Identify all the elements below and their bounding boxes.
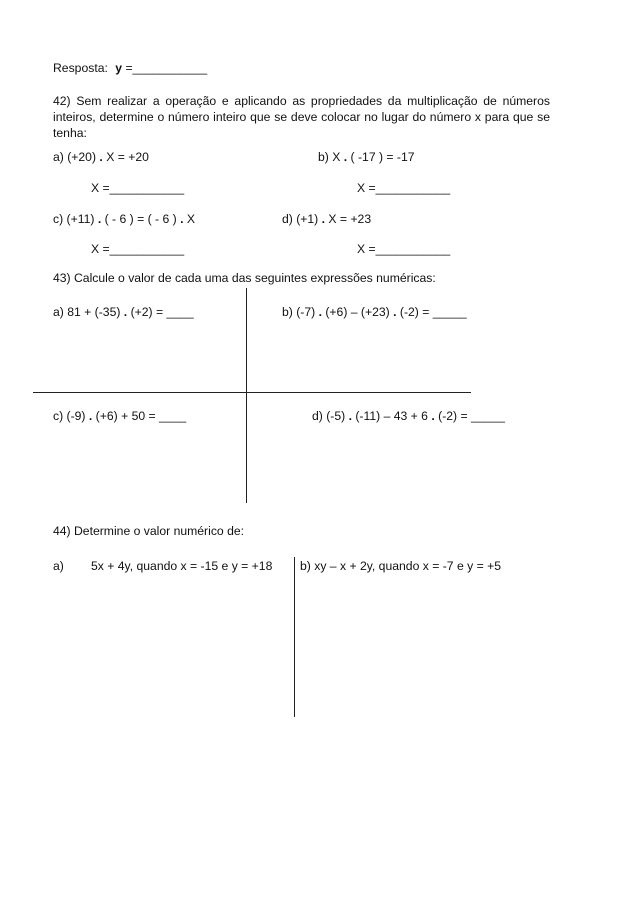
q42-statement: 42) Sem realizar a operação e aplicando as propriedades da multiplicação de números inteiros, determine o número inteiro que se deve colocar no lugar do número x para que se tenha: bbox=[53, 94, 550, 140]
q43-a-text-2: (+2) = ____ bbox=[130, 305, 194, 319]
q42-c-text-1: c) (+11) bbox=[53, 212, 95, 226]
q42-item-a bbox=[53, 150, 149, 165]
q42-d-text-2: X = +23 bbox=[328, 212, 372, 226]
q42-d-dot: . bbox=[321, 212, 326, 226]
q43-d-text-1: d) (-5) bbox=[312, 409, 346, 423]
q42-b-text-1: b) X bbox=[318, 150, 341, 164]
q43-d-dot-2: . bbox=[431, 409, 435, 423]
q42-b-answer-blank: X =___________ bbox=[357, 181, 451, 195]
resposta-blank: =___________ bbox=[125, 61, 208, 75]
q43-c-text-2: (+6) + 50 = ____ bbox=[95, 409, 187, 423]
q42-d-answer-blank: X =___________ bbox=[357, 242, 451, 256]
q43-c-dot: . bbox=[88, 409, 93, 423]
q44-b-text: b) xy – x + 2y, quando x = -7 e y = +5 bbox=[300, 559, 501, 573]
q43-d-text-2: (-11) – 43 + 6 bbox=[355, 409, 428, 423]
q42-item-b bbox=[318, 150, 415, 165]
q43-d-text-3: (-2) = _____ bbox=[438, 409, 505, 423]
q42-c-text-2: ( - 6 ) = ( - 6 ) bbox=[104, 212, 177, 226]
q43-b-dot: . bbox=[318, 305, 322, 319]
q43-b-text-1: b) (-7) bbox=[282, 305, 316, 319]
q42-c-text-3: X bbox=[186, 212, 196, 226]
q42-d-text-1: d) (+1) bbox=[282, 212, 319, 226]
q42-c-answer-blank: X =___________ bbox=[91, 242, 185, 256]
q42-c-dot-2: . bbox=[180, 212, 184, 226]
q42-a-text-1: a) (+20) bbox=[53, 150, 97, 164]
q44-a-text: 5x + 4y, quando x = -15 e y = +18 bbox=[91, 559, 273, 573]
resposta-line bbox=[53, 61, 207, 76]
q42-item-d bbox=[282, 212, 371, 227]
q43-item-d bbox=[312, 409, 505, 424]
q43-a-dot: . bbox=[123, 305, 128, 319]
q43-item-c bbox=[53, 409, 186, 424]
q43-d-dot: . bbox=[348, 409, 352, 423]
q44-a-label: a) bbox=[53, 559, 64, 573]
q42-item-c bbox=[53, 212, 195, 227]
q44-statement: 44) Determine o valor numérico de: bbox=[53, 524, 245, 538]
q42-b-dot: . bbox=[343, 150, 348, 164]
q43-item-b bbox=[282, 305, 467, 320]
q43-statement: 43) Calcule o valor de cada uma das seguintes expressões numéricas: bbox=[53, 271, 436, 285]
q43-b-text-2: (+6) – (+23) bbox=[325, 305, 390, 319]
q43-horizontal-divider bbox=[33, 392, 471, 393]
resposta-label: Resposta: bbox=[53, 61, 108, 75]
q43-c-text-1: c) (-9) bbox=[53, 409, 86, 423]
q43-b-text-3: (-2) = _____ bbox=[399, 305, 467, 319]
resposta-variable: y bbox=[115, 61, 123, 75]
q42-a-answer-blank: X =___________ bbox=[91, 181, 185, 195]
q43-b-dot-2: . bbox=[393, 305, 397, 319]
q42-a-text-2: X = +20 bbox=[106, 150, 149, 164]
q42-a-dot: . bbox=[99, 150, 103, 164]
q43-item-a bbox=[53, 305, 194, 320]
q43-vertical-divider bbox=[246, 288, 247, 503]
q42-c-dot: . bbox=[97, 212, 102, 226]
q43-a-text-1: a) 81 + (-35) bbox=[53, 305, 121, 319]
q42-b-text-2: ( -17 ) = -17 bbox=[350, 150, 415, 164]
q44-vertical-divider bbox=[294, 557, 295, 717]
